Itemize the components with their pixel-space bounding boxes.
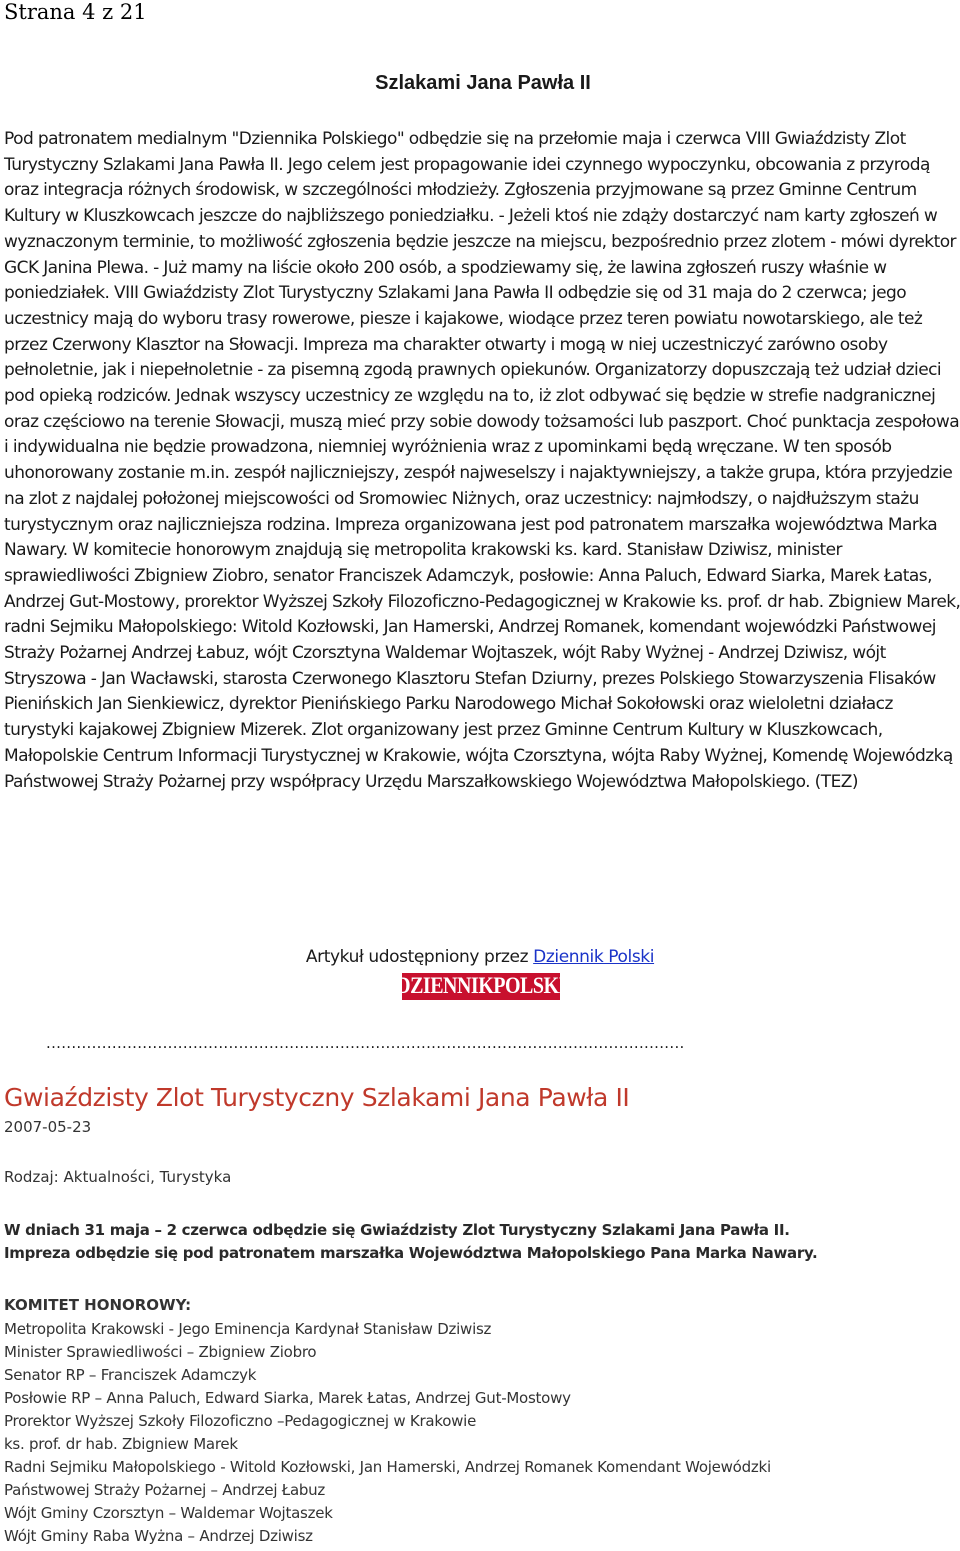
credit-prefix: Artykuł udostępniony przez — [305, 947, 534, 967]
lead-line: Impreza odbędzie się pod patronatem marszałka Województwa Małopolskiego Pana Marka Nawary. — [4, 1244, 818, 1262]
list-item: Metropolita Krakowski - Jego Eminencja Kardynał Stanisław Dziwisz — [4, 1320, 492, 1338]
article-credit — [0, 947, 960, 967]
article-date: 2007-05-23 — [4, 1118, 92, 1136]
lead-line: W dniach 31 maja – 2 czerwca odbędzie się Gwiaździsty Zlot Turystyczny Szlakami Jana Pawła II. — [4, 1221, 790, 1239]
dziennik-polski-logo[interactable] — [396, 973, 566, 1000]
page-number: Strana 4 z 21 — [4, 0, 147, 24]
list-item: Senator RP – Franciszek Adamczyk — [4, 1366, 257, 1384]
second-article-title[interactable]: Gwiaździsty Zlot Turystyczny Szlakami Jana Pawła II — [4, 1083, 630, 1112]
list-item: ks. prof. dr hab. Zbigniew Marek — [4, 1435, 238, 1453]
dziennik-polski-link[interactable]: Dziennik Polski — [533, 947, 655, 967]
list-item: Posłowie RP – Anna Paluch, Edward Siarka, Marek Łatas, Andrzej Gut-Mostowy — [4, 1389, 571, 1407]
article-title: Szlakami Jana Pawła II — [375, 72, 591, 94]
list-item: Wójt Gminy Czorsztyn – Waldemar Wojtaszek — [4, 1504, 333, 1522]
committee-heading: KOMITET HONOROWY: — [4, 1296, 192, 1314]
list-item: Radni Sejmiku Małopolskiego - Witold Kozłowski, Jan Hamerski, Andrzej Romanek Komendant Wojewódzki — [4, 1458, 771, 1476]
list-item: Państwowej Straży Pożarnej – Andrzej Łabuz — [4, 1481, 326, 1499]
article-body: Pod patronatem medialnym "Dziennika Polskiego" odbędzie się na przełomie maja i czerwca VIII Gwiaździsty Zlot Turystyczny Szlakami Jana Pawła II. Jego celem jest propagowanie idei czynnego wypoczynku, obcowania z przyrodą oraz integracja różnych środowisk, w szczególności młodzieży. Zgłoszenia przyjmowane są przez Gminne Centrum Kultury w Kluszkowcach jeszcze do najbliższego poniedziałku. - Jeżeli ktoś nie zdąży dostarczyć nam karty zgłoszeń w wyznaczonym terminie, to możliwość zgłoszenia będzie jeszcze na miejscu, bezpośrednio przez zlotem - mówi dyrektor GCK Janina Plewa. - Już mamy na liście około 200 osób, a spodziewamy się, że lawina zgłoszeń ruszy właśnie w poniedziałek. VIII Gwiaździsty Zlot Turystyczny Szlakami Jana Pawła II odbędzie się od 31 maja do 2 czerwca; jego uczestnicy mają do wyboru trasy rowerowe, piesze i kajakowe, wiodące przez teren powiatu nowotarskiego, ale też przez Czerwony Klasztor na Słowacji. Impreza ma charakter otwarty i mogą w niej uczestniczyć zarówno osoby pełnoletnie, jak i niepełnoletnie - za pisemną zgodą prawnych opiekunów. Organizatorzy dopuszczają też udział dzieci pod opieką rodziców. Jednak wszyscy uczestnicy ze względu na to, iż zlot odbywać się będzie w strefie nadgranicznej oraz częściowo na terenie Słowacji, muszą mieć przy sobie dowody tożsamości lub paszport. Choć punktacja zespołowa i indywidualna nie będzie prowadzona, niemniej wyróżnienia wraz z upominkami będą wręczane. W ten sposób uhonorowany zostanie m.in. zespół najliczniejszy, zespół najweselszy i najaktywniejszy, a także grupa, która przyjedzie na zlot z najdalej położonej miejscowości od Sromowiec Niżnych, oraz uczestnicy: najmłodszy, o najdłuższym stażu turystycznym oraz najliczniejsza rodzina. Impreza organizowana jest pod patronatem marszałka województwa Marka Nawary. W komitecie honorowym znajdują się metropolita krakowski ks. kard. Stanisław Dziwisz, minister sprawiedliwości Zbigniew Ziobro, senator Franciszek Adamczyk, posłowie: Anna Paluch, Edward Siarka, Marek Łatas, Andrzej Gut-Mostowy, prorektor Wyższej Szkoły Filozoficzno-Pedagogicznej w Krakowie ks. prof. dr hab. Zbigniew Marek, radni Sejmiku Małopolskiego: Witold Kozłowski, Jan Hamerski, Andrzej Romanek, komendant wojewódzki Państwowej Straży Pożarnej Andrzej Łabuz, wójt Czorsztyna Waldemar Wojtaszek, wójt Raby Wyżnej - Andrzej Dziwisz, wójt Stryszowa - Jan Wacławski, starosta Czerwonego Klasztoru Stefan Dziurny, prezes Polskiego Stowarzyszenia Flisaków Pienińskich Jan Sienkiewicz, dyrektor Pienińskiego Parku Narodowego Michał Sokołowski oraz wieloletni działacz turystyki kajakowej Zbigniew Mizerek. Zlot organizowany jest przez Gminne Centrum Kultury w Kluszkowcach, Małopolskie Centrum Informacji Turystycznej w Krakowie, wójta Czorsztyna, wójta Raby Wyżnej, Komendę Wojewódzką Państwowej Straży Pożarnej przy współpracy Urzędu Marszałkowskiego Województwa Małopolskiego. (TEZ) — [4, 129, 960, 792]
list-item: Wójt Gminy Raba Wyżna – Andrzej Dziwisz — [4, 1527, 313, 1545]
article-lead — [4, 1219, 960, 1265]
list-item: Prorektor Wyższej Szkoły Filozoficzno –Pedagogicznej w Krakowie — [4, 1412, 477, 1430]
logo-text: DZIENNIKPOLSKI — [396, 973, 566, 999]
committee-list — [4, 1318, 960, 1548]
list-item: Minister Sprawiedliwości – Zbigniew Ziobro — [4, 1343, 317, 1361]
separator: .............................................................................................................................. — [46, 1034, 685, 1052]
article-category: Rodzaj: Aktualności, Turystyka — [4, 1168, 232, 1186]
